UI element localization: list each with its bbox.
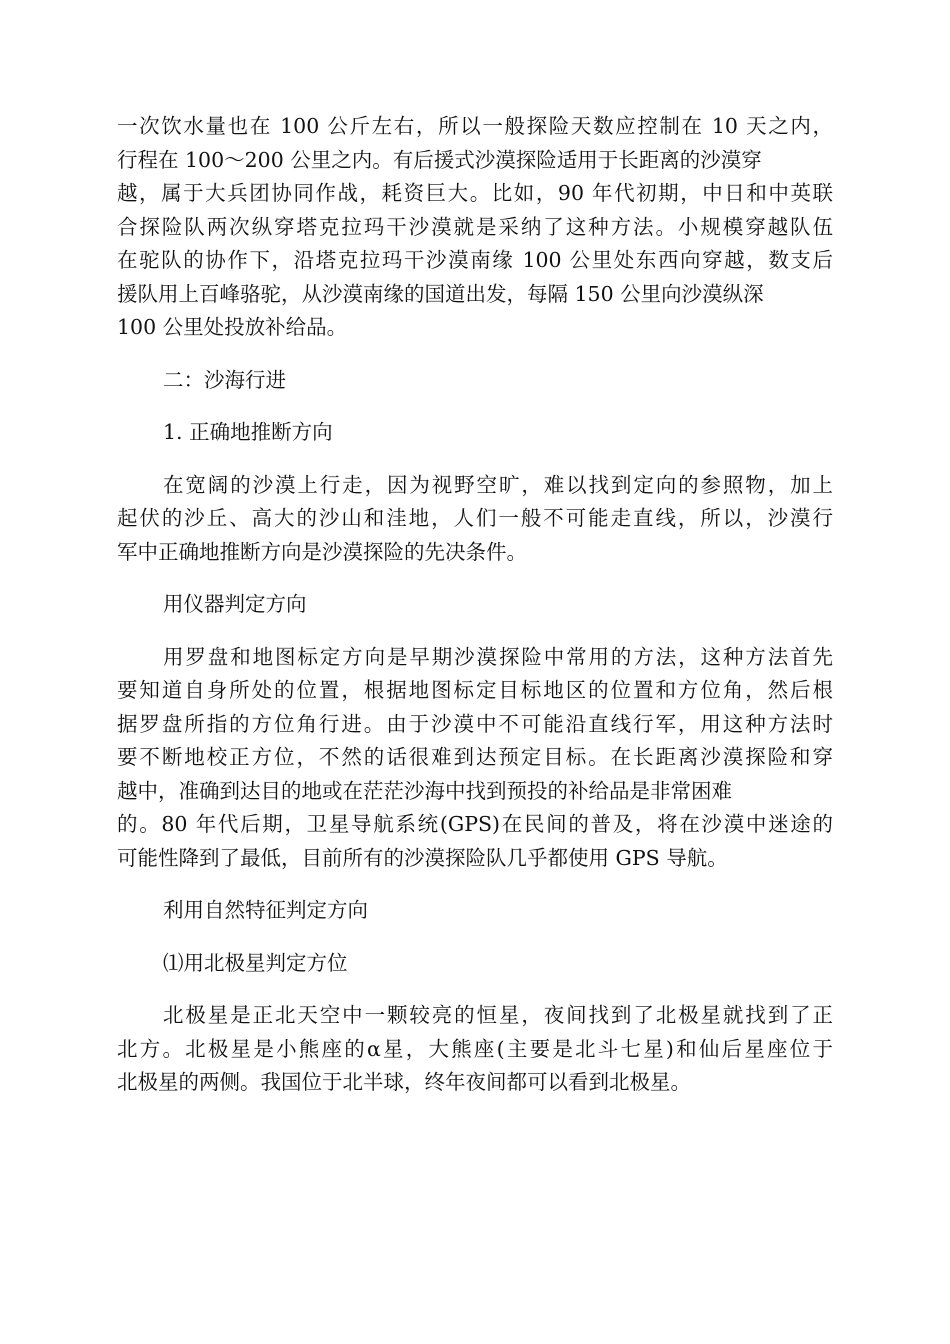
text-line: 越，属于大兵团协同作战，耗资巨大。比如，90 年代初期，中日和中英联 (117, 181, 833, 205)
subheading-nature: 利用自然特征判定方向 (163, 898, 368, 922)
text-line: 100 公里处投放补给品。 (117, 315, 348, 339)
subheading-instrument: 用仪器判定方向 (163, 592, 307, 616)
subsection-heading: 1. 正确地推断方向 (163, 420, 333, 444)
text-line: 的。80 年代后期，卫星导航系统(GPS)在民间的普及，将在沙漠中迷途的 (117, 812, 833, 836)
text-line: 军中正确地推断方向是沙漠探险的先决条件。 (117, 539, 527, 564)
text-line: 行程在 100～200 公里之内。有后援式沙漠探险适用于长距离的沙漠穿 (117, 147, 762, 172)
text-line: 用罗盘和地图标定方向是早期沙漠探险中常用的方法，这种方法首先 (163, 644, 833, 669)
text-line: 在驼队的协作下，沿塔克拉玛干沙漠南缘 100 公里处东西向穿越，数支后 (117, 248, 833, 272)
paragraph-direction-intro (117, 469, 833, 570)
paragraph-water-supply (117, 110, 833, 345)
paragraph-polaris (117, 999, 833, 1100)
text-line: 北方。北极星是小熊座的α星，大熊座(主要是北斗七星)和仙后星座位于 (117, 1036, 833, 1061)
text-line: 北极星是正北天空中一颗较亮的恒星，夜间找到了北极星就找到了正 (163, 1003, 833, 1027)
text-line: 起伏的沙丘、高大的沙山和洼地，人们一般不可能走直线，所以，沙漠行 (117, 506, 833, 530)
text-line: 援队用上百峰骆驼，从沙漠南缘的国道出发，每隔 150 公里向沙漠纵深 (117, 281, 764, 306)
subheading-polaris: ⑴用北极星判定方位 (163, 950, 348, 975)
section-heading: 二：沙海行进 (163, 367, 286, 392)
text-line: 可能性降到了最低，目前所有的沙漠探险队几乎都使用 GPS 导航。 (117, 845, 728, 870)
text-line: 要知道自身所处的位置，根据地图标定目标地区的位置和方位角，然后根 (117, 678, 833, 702)
document-page (117, 110, 833, 1100)
text-line: 在宽阔的沙漠上行走，因为视野空旷，难以找到定向的参照物，加上 (163, 472, 833, 497)
text-line: 北极星的两侧。我国位于北半球，终年夜间都可以看到北极星。 (117, 1070, 691, 1094)
text-line: 合探险队两次纵穿塔克拉玛干沙漠就是采纳了这种方法。小规模穿越队伍 (117, 214, 833, 239)
text-line: 一次饮水量也在 100 公斤左右，所以一般探险天数应控制在 10 天之内， (117, 114, 833, 138)
text-line: 要不断地校正方位，不然的话很难到达预定目标。在长距离沙漠探险和穿 (117, 745, 833, 769)
text-line: 越中，准确到达目的地或在茫茫沙海中找到预投的补给品是非常困难 (117, 778, 732, 803)
paragraph-compass-gps (117, 641, 833, 876)
text-line: 据罗盘所指的方位角行进。由于沙漠中不可能沿直线行军，用这种方法时 (117, 711, 833, 736)
